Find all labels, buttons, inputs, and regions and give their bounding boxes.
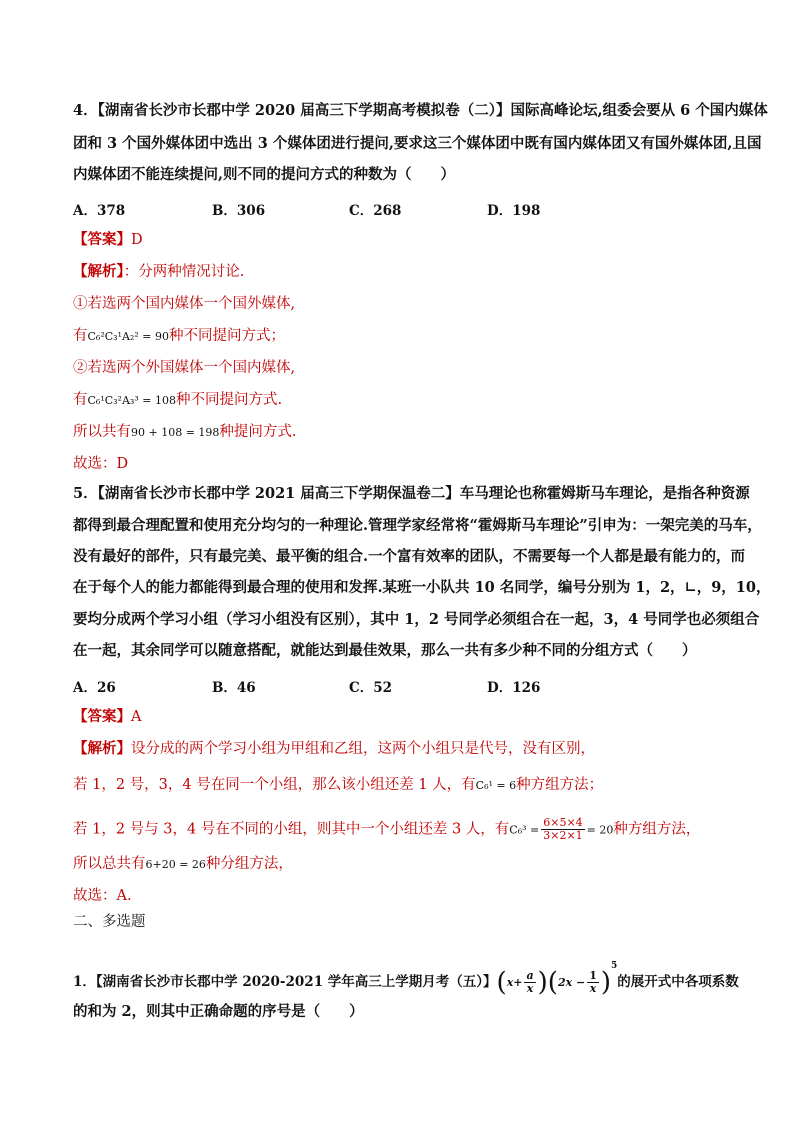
- analysis-label: 【解析】: [73, 740, 131, 757]
- case2-formula-right: = 20: [586, 823, 614, 837]
- q4-option-b: B．306: [212, 203, 266, 219]
- answer-label: 【答案】: [73, 231, 131, 248]
- q4-option-c: C．268: [349, 203, 402, 219]
- case2-suffix: 种不同提问方式.: [175, 392, 283, 408]
- case2-prefix: 有: [73, 392, 88, 408]
- section-title: 二、多选题: [73, 914, 146, 930]
- mq1-suffix: 的展开式中各项系数: [617, 974, 739, 990]
- q5-stem-line-3: 没有最好的部件，只有最完美、最平衡的组合.一个富有效率的团队，不需要每一个人都是最有能力的，而: [73, 548, 746, 565]
- total-prefix: 所以总共有: [73, 856, 146, 872]
- frac-numerator: a: [526, 969, 534, 982]
- q5-choice: [73, 887, 132, 905]
- expr-2x: 2x −: [557, 976, 586, 989]
- q5-stem-line-4: 在于每个人的能力都能得到最合理的使用和发挥.某班一小队共 10 名同学，编号分别为 1，2，∟，9，10，: [73, 579, 771, 596]
- left-paren-icon: (: [547, 967, 558, 998]
- right-paren-icon: ): [537, 967, 548, 998]
- q5-case2: [73, 817, 700, 842]
- q4-case1-title: ①若选两个国内媒体一个国外媒体,: [73, 296, 296, 312]
- q5-stem-line-6: 在一起，其余同学可以随意搭配，就能达到最佳效果，那么一共有多少种不同的分组方式（ ）: [73, 642, 697, 659]
- case1-suffix: 种方组方法；: [516, 777, 604, 793]
- q5-option-d: D．126: [487, 680, 541, 696]
- q5-stem-line-5: 要均分成两个学习小组（学习小组没有区别），其中 1，2 号同学必须组合在一起，3，4 号同学也必须组合: [73, 611, 760, 628]
- q5-case1: [73, 776, 603, 795]
- answer-value: A: [131, 709, 142, 725]
- analysis-text: ：分两种情况讨论.: [123, 264, 245, 280]
- expr-fraction-1-over-x: [587, 970, 599, 995]
- q4-answer: [73, 231, 143, 249]
- q4-option-a: A．378: [73, 203, 126, 219]
- q5-option-c: C．52: [349, 680, 393, 696]
- total-formula: 90 + 108 = 198: [131, 426, 220, 439]
- q4-choice: [73, 455, 128, 473]
- case1-formula: C₆¹ = 6: [475, 779, 517, 792]
- fraction-numerator: 6×5×4: [543, 816, 583, 829]
- case1-prefix: 有: [73, 328, 88, 344]
- q5-answer: [73, 708, 141, 726]
- answer-label: 【答案】: [73, 708, 131, 725]
- q4-analysis-intro: [73, 263, 244, 281]
- q4-stem-line-3: 内媒体团不能连续提问,则不同的提问方式的种数为（ ）: [73, 166, 456, 183]
- total-formula: 6+20 = 26: [145, 858, 206, 871]
- q4-stem-line-1: 4．【湖南省长沙市长郡中学 2020 届高三下学期高考模拟卷（二）】国际高峰论坛,组委会要从 6 个国内媒体: [73, 102, 768, 119]
- analysis-text: 设分成的两个学习小组为甲组和乙组，这两个小组只是代号，没有区别，: [131, 741, 595, 757]
- mq1-stem-line-1: [73, 957, 739, 998]
- choice-value: A.: [116, 888, 132, 904]
- q5-stem-line-1: 5．【湖南省长沙市长郡中学 2021 届高三下学期保温卷二】车马理论也称霍姆斯马车理论，是指各种资源: [73, 485, 750, 502]
- total-prefix: 所以共有: [73, 424, 131, 440]
- expr-plus: +: [513, 976, 523, 989]
- expr-x: x: [506, 976, 514, 989]
- q4-option-d: D．198: [487, 203, 541, 219]
- case2-formula-left: C₆³ =: [509, 823, 540, 837]
- choice-label: 故选：: [73, 456, 117, 472]
- frac-denominator: x: [589, 982, 597, 995]
- frac-numerator: 1: [589, 969, 597, 982]
- q5-analysis-intro: [73, 740, 595, 758]
- total-suffix: 种分组方法，: [205, 856, 293, 872]
- case2-suffix: 种方组方法，: [613, 821, 701, 838]
- q4-case1-result: [73, 327, 285, 346]
- expr-power: 5: [611, 961, 618, 971]
- case1-text: 若 1，2 号，3，4 号在同一个小组，那么该小组还差 1 人，有: [73, 777, 476, 793]
- frac-denominator: x: [526, 982, 534, 995]
- q5-option-a: A．26: [73, 680, 116, 696]
- mq1-stem-line-2: 的和为 2，则其中正确命题的序号是（ ）: [73, 1003, 364, 1020]
- case2-formula: C₆¹C₃²A₃³ = 108: [87, 394, 176, 407]
- q5-option-b: B．46: [212, 680, 256, 696]
- case1-suffix: 种不同提问方式；: [168, 328, 285, 344]
- q4-case2-result: [73, 391, 282, 410]
- fraction-denominator: 3×2×1: [543, 829, 583, 842]
- case2-text: 若 1，2 号与 3，4 号在不同的小组，则其中一个小组还差 3 人，有: [73, 821, 510, 838]
- q4-total: [73, 423, 297, 442]
- q4-case2-title: ②若选两个外国媒体一个国内媒体,: [73, 360, 296, 376]
- expr-fraction-a-over-x: [524, 970, 535, 995]
- right-paren-icon: ): [600, 967, 612, 998]
- q5-stem-line-2: 都得到最合理配置和使用充分均匀的一种理论.管理学家经常将“霍姆斯马车理论”引申为：一架完美的马车，: [73, 517, 762, 534]
- total-suffix: 种提问方式.: [219, 424, 297, 440]
- q5-total: [73, 855, 293, 874]
- choice-label: 故选：: [73, 888, 117, 904]
- choice-value: D: [116, 456, 129, 472]
- case1-formula: C₆²C₃¹A₂² = 90: [87, 330, 169, 343]
- case2-fraction: [541, 817, 584, 842]
- left-paren-icon: (: [496, 967, 507, 998]
- mq1-prefix: 1．【湖南省长沙市长郡中学 2020-2021 学年高三上学期月考（五）】: [73, 974, 497, 990]
- answer-value: D: [131, 232, 143, 248]
- q4-stem-line-2: 团和 3 个国外媒体团中选出 3 个媒体团进行提问,要求这三个媒体团中既有国内媒体团又有国外媒体团,且国: [73, 135, 762, 152]
- analysis-label: 【解析】: [73, 263, 124, 280]
